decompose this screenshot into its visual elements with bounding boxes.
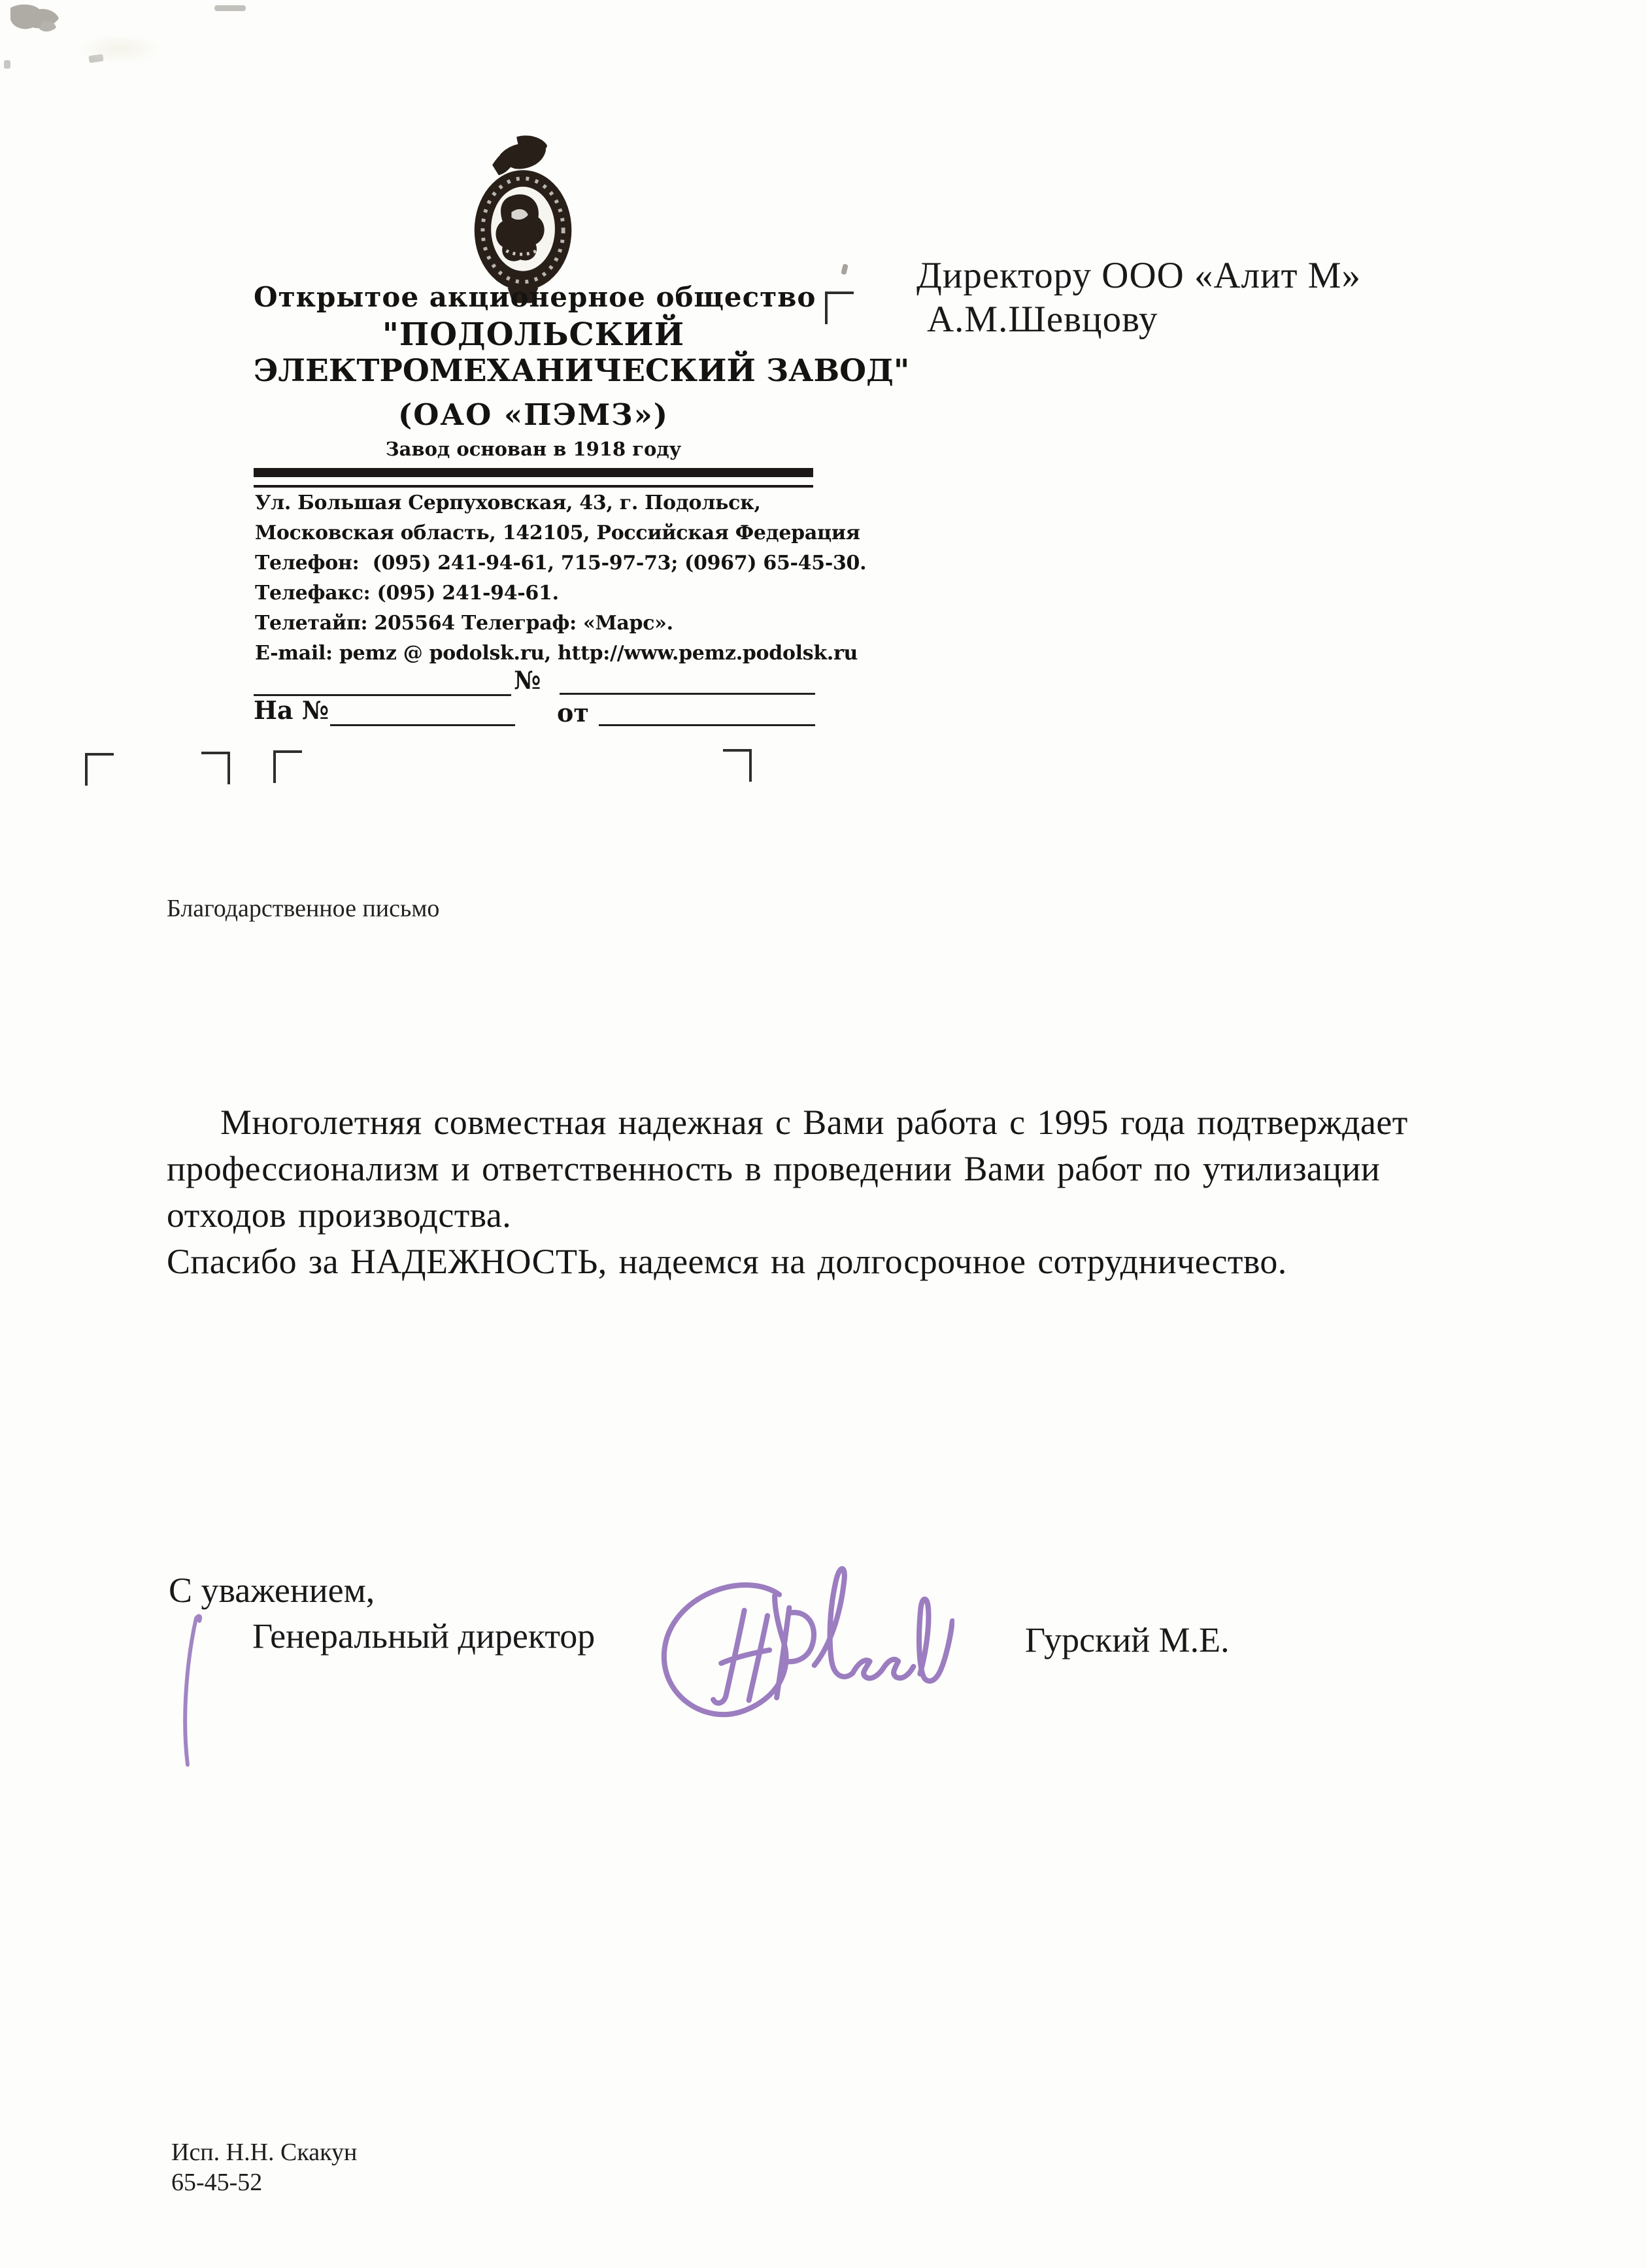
ref-number-blank-line-right (560, 693, 815, 695)
addressee-line-1: Директору ООО «Алит М» (916, 255, 1361, 296)
ref-number-label: № (514, 665, 541, 695)
body-line-1: Многолетняя совместная надежная с Вами работа с 1995 года подтверждает (220, 1103, 1408, 1142)
stray-pen-stroke (176, 1613, 207, 1770)
corner-mark-4 (723, 749, 752, 782)
body-line-2: профессионализм и ответственность в проведении Вами работ по утилизации (167, 1149, 1381, 1188)
ref-date-blank-line (599, 724, 815, 726)
executor-phone: 65-45-52 (171, 2169, 263, 2196)
email-line: E-mail: pemz @ podolsk.ru, http://www.pemz.podolsk.ru (255, 642, 858, 665)
ref-reply-label: На № (254, 695, 329, 725)
ref-reply-blank-line (330, 724, 515, 726)
address-line-1: Ул. Большая Серпуховская, 43, г. Подольск, (255, 492, 761, 514)
ref-date-label: от (557, 698, 589, 727)
addressee-block (916, 254, 1361, 341)
executor-name: Исп. Н.Н. Скакун (171, 2139, 358, 2166)
executor-block (171, 2137, 357, 2197)
body-line-4: Спасибо за НАДЕЖНОСТЬ, надеемся на долгосрочное сотрудничество. (167, 1242, 1287, 1281)
addressee-line-2: А.М.Шевцову (927, 299, 1158, 340)
org-name-line2: ЭЛЕКТРОМЕХАНИЧЕСКИЙ ЗАВОД" (254, 353, 910, 389)
corner-mark-2 (201, 752, 230, 784)
scan-artifact-dash (214, 5, 246, 11)
corner-mark-3 (273, 750, 302, 783)
letter-subject: Благодарственное письмо (167, 895, 440, 922)
body-line-3: отходов производства. (167, 1195, 512, 1235)
letterhead-rule-thick (254, 468, 813, 477)
scan-artifact-smudge (77, 34, 162, 64)
address-line-2: Московская область, 142105, Российская Федерация (255, 522, 860, 544)
teletype-line: Телетайп: 205564 Телеграф: «Марс». (255, 612, 673, 635)
org-founded: Завод основан в 1918 году (385, 438, 682, 460)
signature-salutation: С уважением, (169, 1571, 375, 1610)
org-name-line1: "ПОДОЛЬСКИЙ (382, 316, 685, 353)
handwritten-signature-icon (644, 1543, 954, 1748)
org-abbr: (ОАО «ПЭМЗ») (397, 397, 669, 432)
letterhead-rule-thin (254, 485, 813, 488)
org-type: Открытое акционерное общество (254, 281, 816, 313)
signature-position: Генеральный директор (252, 1616, 596, 1656)
corner-mark-1 (85, 753, 114, 786)
corner-mark-top-right-of-letterhead (825, 292, 854, 324)
scan-artifact-blob (8, 3, 61, 35)
phone-line: Телефон: (095) 241-94-61, 715-97-73; (0967) 65-45-30. (255, 552, 867, 575)
scan-artifact-speck (841, 263, 848, 275)
fax-line: Телефакс: (095) 241-94-61. (255, 582, 559, 605)
letter-body (167, 1099, 1513, 1285)
signature-name: Гурский М.Е. (1025, 1620, 1230, 1659)
scan-artifact-dot (4, 60, 10, 69)
